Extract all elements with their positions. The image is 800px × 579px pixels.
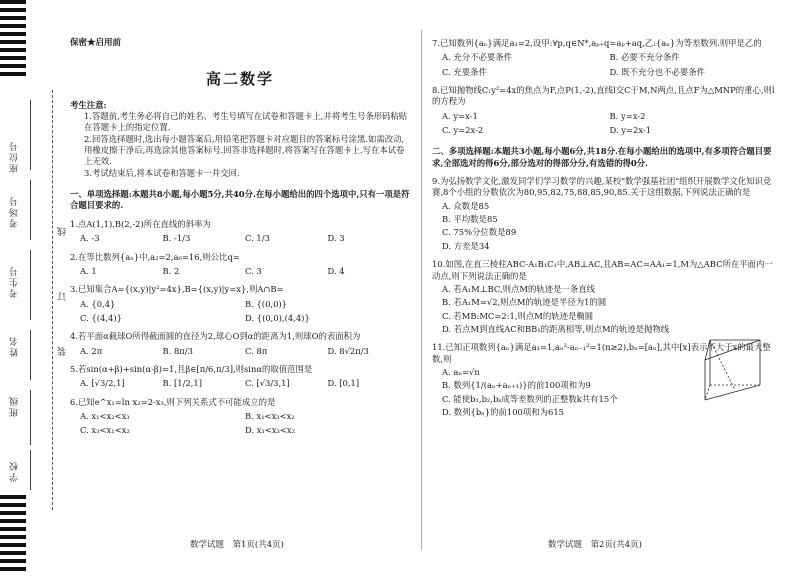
page-2-footer: 数学试题 第2页(共4页)	[548, 540, 642, 550]
question-7: 7.已知数列{aₙ}满足a₁=2,设甲:∀p,q∈N*,aₚ₊q=aₚ+aq,乙:{aₙ}为等差数列.则甲是乙的	[432, 38, 762, 48]
question-5: 5.若sin(α+β)+sin(α-β)=1,且β∈[π/6,π/3],则sinα的取值范围是	[70, 363, 313, 374]
binder-label-school: 学校	[10, 460, 20, 482]
option: D. 8√2π/3	[327, 345, 369, 356]
option: B. 若A₁M=√2,则点M的轨迹是半径为1的圆	[442, 297, 607, 308]
option: B. {(0,0)}	[245, 298, 287, 309]
binder-label-class: 班级	[10, 395, 20, 417]
option: A. aₙ=√n	[442, 366, 480, 377]
option: B. 2	[162, 265, 180, 276]
option: A. x₁<x₂<x₃	[80, 410, 130, 421]
option: D. 3	[327, 233, 345, 244]
option: B. -1/3	[162, 233, 191, 244]
cut-label-line: 线	[58, 225, 68, 236]
option: C. x₃<x₁<x₂	[80, 425, 130, 436]
option: C. 充要条件	[442, 66, 487, 77]
binder-blank-line	[30, 450, 31, 490]
secret-label: 保密★启用前	[70, 38, 122, 48]
option: A. -3	[80, 233, 100, 244]
option: D. y=2x-1	[609, 125, 652, 136]
option: B. 数列{1/(aₙ+aₙ₊₁)}的前100项和为9	[442, 380, 591, 391]
binder-label-name: 姓名	[10, 335, 20, 357]
option: A. 若A₁M⊥BC,则点M的轨迹是一条直线	[442, 283, 596, 294]
option: B. x₁<x₃<x₂	[245, 410, 295, 421]
option: A. {0,4}	[80, 298, 116, 309]
options-8	[432, 111, 777, 137]
options-4	[70, 346, 410, 357]
option: C. 能使b₁,b₂,bₖ成等差数列的正整数k共有15个	[442, 393, 618, 404]
question-11: 11.已知正项数列{aₙ}满足a₁=1,aₙ²-aₙ₋₁²=1(n≥2),bₙ=[aₙ],其中[x]表示不大于x的最大整数,则	[432, 342, 771, 364]
question-9: 9.为弘扬数学文化,激发同学们学习数学的兴趣,某校"数学强基社团"组织开展数学文化知识竞赛,8个小组的分数依次为80,95,82,75,88,85,90,85.关于这组数据,下列说法正确的是	[432, 176, 772, 198]
option: B. 平均数是85	[442, 214, 498, 225]
option: D. 4	[327, 265, 345, 276]
option: C. [√3/3,1]	[245, 378, 290, 389]
option: C. 若MB:MC=2:1,则点M的轨迹是椭圆	[442, 310, 594, 321]
section-heading: 二、多项选择题:本题共3小题,每小题6分,共18分.在每小题给出的选项中,有多项符合题目要求,全部选对的得6分,部分选对的得部分分,有选错的得0分.	[432, 146, 772, 168]
option: C. 8π	[245, 345, 268, 356]
options-7	[432, 52, 777, 78]
cut-line	[52, 90, 53, 510]
binder-blank-line	[30, 100, 31, 170]
question-3: 3.已知集合A={(x,y)|y²=4x},B={(x,y)|y=x},则A∩B=	[70, 284, 284, 295]
option: A. 众数是85	[442, 200, 490, 211]
options-1	[70, 233, 410, 244]
option: C. y=2x-2	[442, 125, 484, 136]
options-9	[432, 201, 777, 252]
option: D. 若点M到直线AC和BB₁的距离相等,则点M的轨迹是抛物线	[442, 323, 670, 334]
option: C. 3	[245, 265, 262, 276]
question-10: 10.如图,在直三棱柱ABC-A₁B₁C₁中,AB⊥AC,且AB=AC=AA₁=1,M为△ABC所在平面内一动点,则下列说法正确的是	[432, 259, 773, 281]
binder-blank-line	[30, 330, 31, 380]
option: B. y=x-2	[609, 110, 646, 121]
question-2: 2.在等比数列{aₙ}中,a₂=2,a₆=16,则公比q=	[70, 251, 240, 262]
cut-label-pack: 装	[58, 345, 68, 356]
option: B. 8π/3	[162, 345, 193, 356]
binder-label-examnum: 考生号	[10, 265, 20, 298]
notice-item: 3.考试结束后,将本试卷和答题卡一并交回.	[84, 167, 240, 178]
option: C. 75%分位数是89	[442, 227, 517, 238]
page-divider	[421, 30, 422, 550]
option: C. 1/3	[245, 233, 270, 244]
option: B. 必要不充分条件	[609, 52, 680, 63]
options-6	[70, 411, 410, 437]
option: A. 1	[80, 265, 97, 276]
question-4: 4.若平面α截球O所得截面圆的直径为2,球心O到α的距离为1,则球O的表面积为	[70, 331, 361, 342]
section-heading: 一、单项选择题:本题共8小题,每小题5分,共40分.在每小题给出的四个选项中,只有一项是符合题目要求的.	[70, 189, 410, 211]
option: A. 充分不必要条件	[442, 52, 512, 63]
options-3	[70, 299, 410, 325]
cut-label-bind: 订	[58, 290, 68, 301]
option: D. {(0,0),(4,4)}	[245, 312, 310, 323]
option: C. {(4,4)}	[80, 312, 122, 323]
question-1: 1.点A(1,1),B(2,-2)所在直线的斜率为	[70, 218, 211, 229]
option: D. 既不充分也不必要条件	[609, 66, 705, 77]
page-title: 高二数学	[205, 70, 274, 89]
binder-stripes-top	[0, 0, 26, 80]
notice-title: 考生注意:	[70, 99, 107, 110]
option: A. [√3/2,1]	[80, 378, 125, 389]
binder-blank-line	[30, 180, 31, 240]
notice-item: 2.回答选择题时,选出每小题答案后,用铅笔把答题卡对应题目的答案标号涂黑.如需改动,用橡皮擦干净后,再选涂其他答案标号.回答非选择题时,将答案写在答题卡上.写在本试卷上无效.	[84, 133, 405, 167]
option: D. 方差是34	[442, 240, 490, 251]
page-1	[70, 38, 410, 443]
prism-figure	[700, 335, 775, 405]
page-1-footer: 数学试题 第1页(共4页)	[190, 540, 284, 550]
notice-item: 1.答题前,考生务必将自己的姓名、考生号填写在试卷和答题卡上,并将考生号条形码粘贴在答题卡上的指定位置.	[84, 111, 408, 133]
binder-label-room: 考场号	[10, 195, 20, 228]
binder-label-seat: 座位号	[10, 140, 20, 173]
binder-blank-line	[30, 250, 31, 320]
option: B. [1/2,1]	[162, 378, 202, 389]
question-6: 6.已知e^x₁=ln x₂=2-x₃,则下列关系式不可能成立的是	[70, 396, 276, 407]
option: A. y=x-1	[442, 110, 478, 121]
options-10	[432, 284, 777, 335]
binder-blank-line	[30, 390, 31, 445]
binder-stripes-bottom	[0, 495, 26, 575]
option: A. 2π	[80, 345, 103, 356]
option: D. [0,1]	[327, 378, 360, 389]
options-5	[70, 378, 410, 389]
option: D. x₁<x₃<x₂	[245, 425, 296, 436]
options-2	[70, 266, 410, 277]
option: D. 数列{bₙ}的前100项和为615	[442, 406, 564, 417]
question-8: 8.已知抛物线C:y²=4x的焦点为F,点P(1,-2),直线l交C于M,N两点,且点F为△MNP的重心,则l的方程为	[432, 85, 775, 107]
